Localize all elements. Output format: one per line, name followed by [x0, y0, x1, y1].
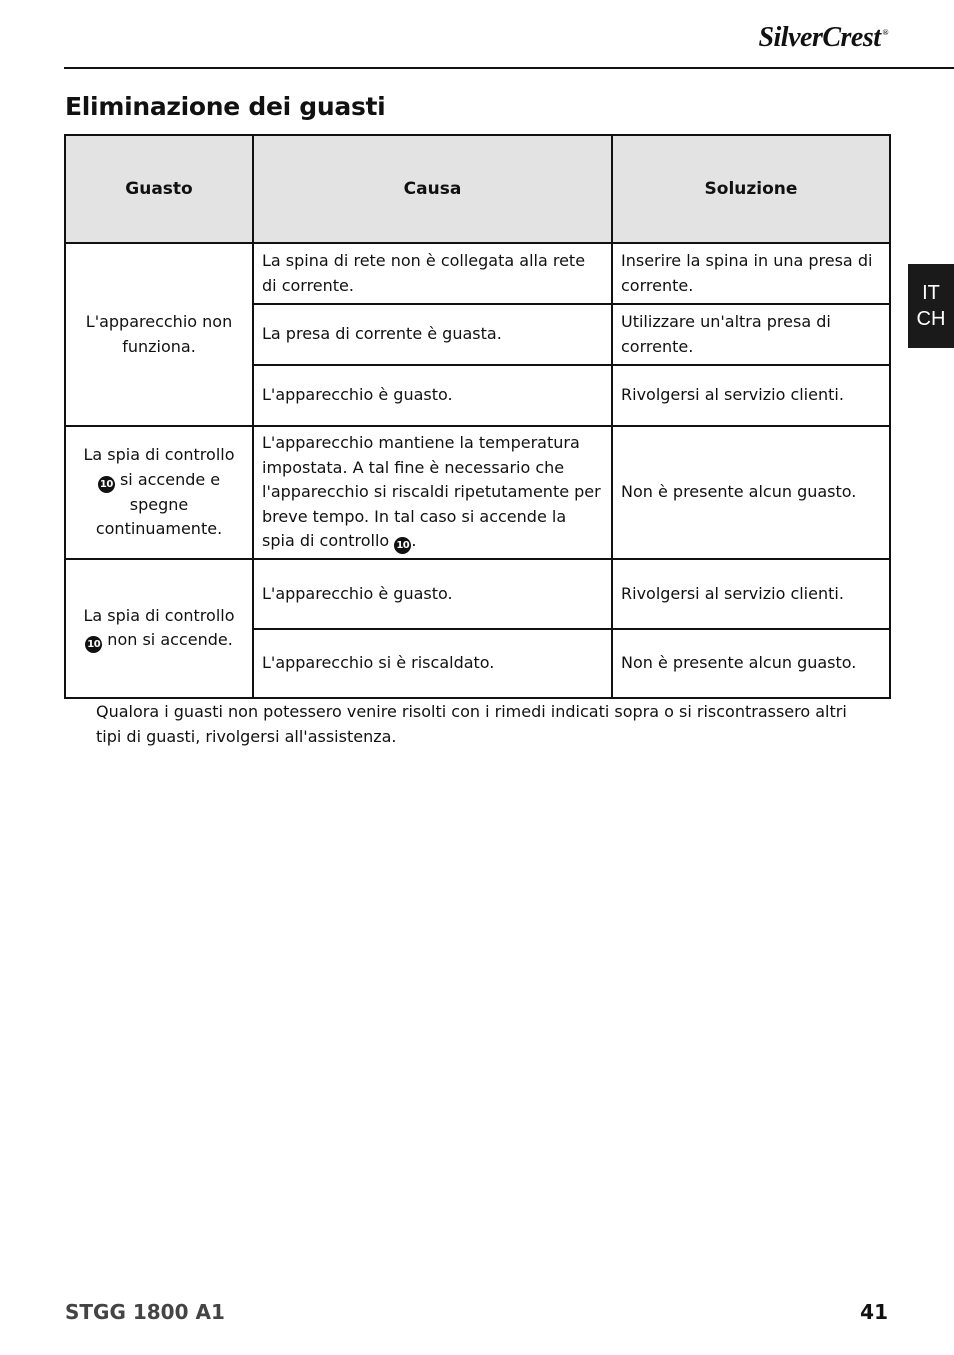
- table-row: [65, 426, 890, 559]
- column-header-fault: Guasto: [65, 135, 253, 243]
- fault-text: La spia di controllo: [83, 605, 235, 625]
- brand-logo: [758, 22, 888, 54]
- indicator-ref-10-icon: 10: [394, 537, 411, 554]
- solution-cell: Rivolgersi al servizio clienti.: [612, 559, 890, 629]
- fault-text: non si accende.: [107, 630, 233, 650]
- cause-cell: L'apparecchio è guasto.: [253, 559, 612, 629]
- brand-name: SilverCrest: [758, 22, 881, 53]
- language-tab-ch: CH: [916, 308, 946, 330]
- registered-mark: ®: [882, 28, 888, 37]
- indicator-ref-10-icon: 10: [98, 476, 115, 493]
- indicator-ref-10-icon: 10: [85, 636, 102, 653]
- solution-cell: Non è presente alcun guasto.: [612, 629, 890, 698]
- cause-cell: La presa di corrente è guasta.: [253, 304, 612, 365]
- troubleshooting-table: [64, 134, 891, 699]
- fault-text: si accende e spegne continuamente.: [95, 469, 223, 539]
- footer-model-number: STGG 1800 A1: [65, 1300, 225, 1324]
- column-header-cause: Causa: [253, 135, 612, 243]
- fault-cell: L'apparecchio non funziona.: [65, 243, 253, 426]
- table-row: [65, 559, 890, 629]
- fault-text: La spia di controllo: [83, 445, 235, 465]
- header-divider: [64, 67, 954, 69]
- fault-cell: [65, 559, 253, 698]
- footer-page-number: 41: [860, 1300, 888, 1324]
- cause-cell: L'apparecchio è guasto.: [253, 365, 612, 426]
- column-header-solution: Soluzione: [612, 135, 890, 243]
- language-tab: [908, 264, 954, 348]
- table-row: [65, 243, 890, 304]
- table-header-row: [65, 135, 890, 243]
- solution-cell: Utilizzare un'altra presa di corrente.: [612, 304, 890, 365]
- footnote: Qualora i guasti non potessero venire risolti con i rimedi indicati sopra o si riscontrassero altri tipi di guasti, rivolgersi all'assistenza.: [96, 702, 847, 746]
- language-tab-it: IT: [922, 282, 940, 304]
- cause-cell: [253, 426, 612, 559]
- solution-cell: Inserire la spina in una presa di corrente.: [612, 243, 890, 304]
- cause-cell: L'apparecchio si è riscaldato.: [253, 629, 612, 698]
- solution-cell: Non è presente alcun guasto.: [612, 426, 890, 559]
- cause-text: .: [411, 531, 417, 550]
- cause-text: L'apparecchio mantiene la temperatura impostata. A tal fine è necessario che l'apparecchio si riscaldi ripetutamente per breve tempo. In tal caso si accende la spia di controllo: [262, 433, 601, 550]
- fault-cell: [65, 426, 253, 559]
- cause-cell: La spina di rete non è collegata alla rete di corrente.: [253, 243, 612, 304]
- solution-cell: Rivolgersi al servizio clienti.: [612, 365, 890, 426]
- page-title: Eliminazione dei guasti: [65, 92, 386, 121]
